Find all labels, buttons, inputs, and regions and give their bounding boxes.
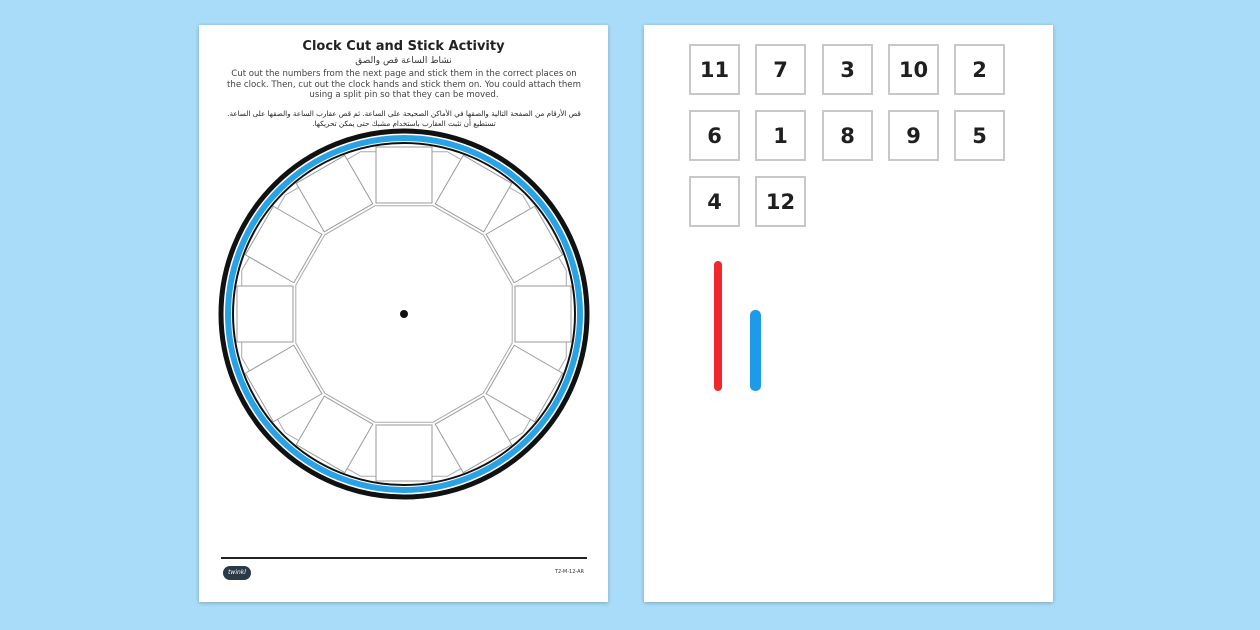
- worksheet-instructions-arabic: قص الأرقام من الصفحة التالية والصقها في الأماكن الصحيحة على الساعة. ثم قص عقارب الساعة والصقها على الساعة. تستطيع أن تثبت العقارب باستخدام مشبك حتى يمكن تحريكها.: [227, 109, 581, 128]
- number-cutout: 2: [954, 44, 1005, 95]
- number-cutout: 9: [888, 110, 939, 161]
- number-cutout: 3: [822, 44, 873, 95]
- number-cutout: 12: [755, 176, 806, 227]
- number-cutout: 1: [755, 110, 806, 161]
- number-cutout: 10: [888, 44, 939, 95]
- number-cutout: 6: [689, 110, 740, 161]
- number-cutout: 8: [822, 110, 873, 161]
- worksheet-page-clock: [199, 25, 608, 602]
- worksheet-instructions: Cut out the numbers from the next page and stick them in the correct places on the clock. Then, cut out the clock hands and stick them on. You could attach them using a split pin so that they can be moved.: [227, 69, 581, 100]
- clock-center-dot: [400, 310, 408, 318]
- footer-code: T2-M-12-AR: [554, 569, 584, 575]
- number-cutout: 5: [954, 110, 1005, 161]
- worksheet-title: Clock Cut and Stick Activity: [302, 39, 505, 54]
- number-cutout: 4: [689, 176, 740, 227]
- number-cutout: 7: [755, 44, 806, 95]
- clock-hand-long: [714, 261, 722, 391]
- clock-number-slot: [376, 425, 432, 481]
- footer-divider: [221, 557, 587, 559]
- worksheet-subtitle-arabic: نشاط الساعة قص والصق: [355, 56, 452, 66]
- clock-hand-short: [750, 310, 761, 391]
- clock-number-slot: [376, 147, 432, 203]
- clock-number-slot: [515, 286, 571, 342]
- publisher-logo: twinkl: [223, 566, 251, 580]
- number-cutout: 11: [689, 44, 740, 95]
- clock-number-slot: [237, 286, 293, 342]
- worksheet-page-cutouts: [644, 25, 1053, 602]
